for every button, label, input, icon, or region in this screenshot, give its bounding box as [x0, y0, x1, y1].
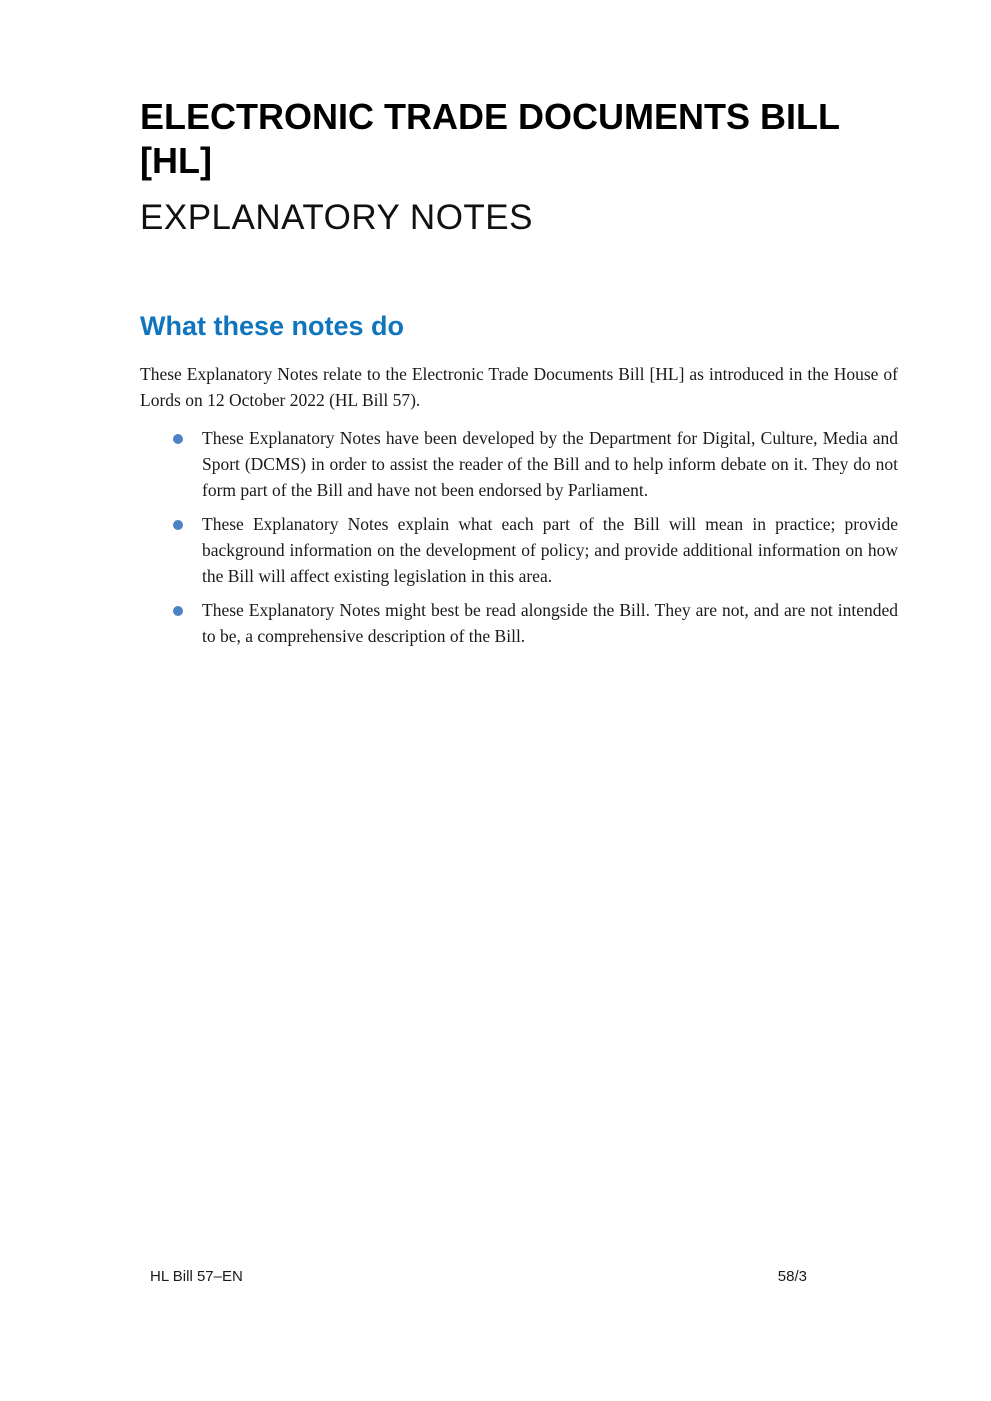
notes-bullet-list [140, 425, 898, 649]
bullet-text: These Explanatory Notes might best be read alongside the Bill. They are not, and are not intended to be, a comprehensive description of the Bill. [202, 600, 898, 646]
bullet-text: These Explanatory Notes have been developed by the Department for Digital, Culture, Media and Sport (DCMS) in order to assist the reader of the Bill and to help inform debate on it. They do not form part of the Bill and have not been endorsed by Parliament. [202, 428, 898, 500]
circle-bullet-icon [173, 606, 183, 616]
section-heading: What these notes do [140, 311, 405, 341]
bullet-text: These Explanatory Notes explain what each part of the Bill will mean in practice; provide background information on the development of policy; and provide additional information on how the Bill will affect existing legislation in this area. [202, 514, 898, 586]
document-subtitle: EXPLANATORY NOTES [140, 198, 533, 237]
footer-page-number: 58/3 [777, 1268, 807, 1285]
document-title: ELECTRONIC TRADE DOCUMENTS BILL [HL] [140, 96, 840, 181]
bullet-item [140, 511, 898, 589]
bullet-item [140, 597, 898, 649]
bullet-item [140, 425, 898, 503]
intro-paragraph: These Explanatory Notes relate to the Electronic Trade Documents Bill [HL] as introduced in the House of Lords on 12 October 2022 (HL Bill 57). [140, 364, 898, 410]
footer-bill-number: HL Bill 57–EN [150, 1268, 243, 1285]
document-content [140, 0, 898, 649]
circle-bullet-icon [173, 520, 183, 530]
circle-bullet-icon [173, 434, 183, 444]
